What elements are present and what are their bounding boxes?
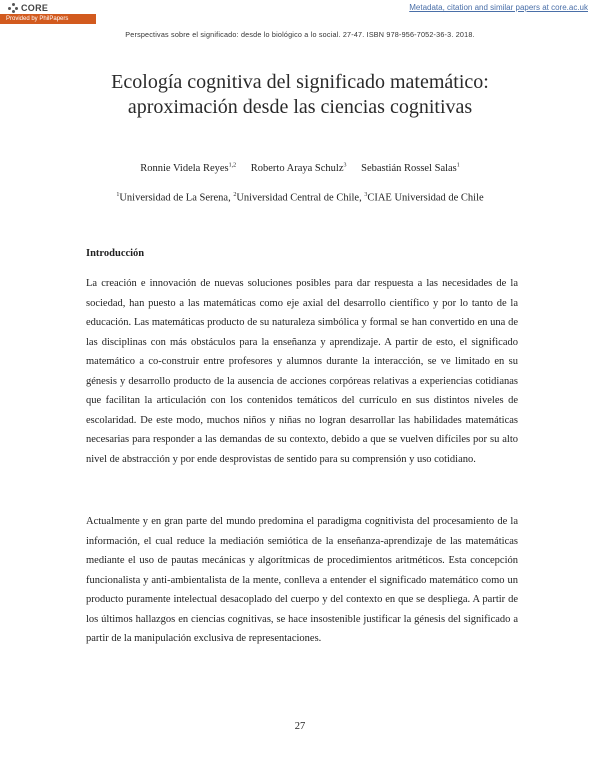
core-banner [0, 0, 600, 24]
affil-mark: 1 [116, 192, 120, 198]
provided-by-badge[interactable]: Provided by PhilPapers [0, 14, 96, 24]
core-logo[interactable] [8, 2, 48, 14]
title-line-1: Ecología cognitiva del significado matemático: [111, 71, 489, 93]
author-affil-mark: 3 [343, 162, 347, 168]
running-head: Perspectivas sobre el significado: desde lo biológico a lo social. 27-47. ISBN 978-956-7052-36-3. 2018. [125, 30, 475, 39]
core-logo-icon [8, 3, 18, 13]
affil-mark: 2 [233, 192, 237, 198]
core-logo-text: CORE [21, 3, 49, 13]
title-line-2: aproximación desde las ciencias cognitivas [127, 96, 473, 118]
affiliation: CIAE Universidad de Chile [367, 192, 484, 204]
author [361, 163, 460, 174]
paper-title [60, 70, 540, 120]
author [140, 163, 236, 174]
author-list [0, 162, 600, 174]
body-paragraph-2: Actualmente y en gran parte del mundo predomina el paradigma cognitivista del procesamiento de la información, el cual reduce la mediación semiótica de la enseñanza-aprendizaje de las matemáticas mediante el uso de pautas mecánicas y algorítmicas de procedimientos aritméticos. Esta concepción funcionalista y anti-ambientalista de la mente, conlleva a entender el significado matemático como un producto puramente intelectual desacoplado del cuerpo y del contexto en que se despliega. A partir de los últimos hallazgos en ciencias cognitivas, se hace insostenible justificar la génesis del significado a partir de la manipulación exclusiva de representaciones. [86, 516, 518, 644]
affil-mark: 3 [364, 192, 368, 198]
section-heading: Introducción [86, 248, 145, 259]
author-name: Sebastián Rossel Salas [361, 162, 457, 174]
author-affil-mark: 1,2 [228, 162, 237, 168]
author-name: Ronnie Videla Reyes [140, 162, 229, 174]
affiliation: Universidad Central de Chile [236, 192, 360, 204]
affiliation-list: $^1$Universidad de La Serena, $^2$Universidad Central de Chile, $^3$CIAE Universidad de Chile [116, 192, 484, 204]
page-number: 27 [294, 721, 306, 732]
body-paragraph-1: La creación e innovación de nuevas soluciones posibles para dar respuesta a las necesidades de la sociedad, han puesto a las matemáticas como eje axial del desarrollo científico y por lo tanto de la educación. Las matemáticas producto de su naturaleza simbólica y formal se han convertido en una de las disciplinas con más obstáculos para la enseñanza y aprendizaje. A partir de esto, el significado matemático a co-construir entre profesores y alumnos durante la interacción, se ve limitado en su génesis y desarrollo producto de la ausencia de acciones corpóreas relativas a experiencias cotidianas que facilitan la articulación con los contenidos temáticos del currículo en sus distintos niveles de escolaridad. De este modo, muchos niños y niñas no logran desarrollar las habilidades matemáticas necesarias para responder a las demandas de su contexto, debido a que se vuelven difíciles por su alto nivel de abstracción y por ende desprovistas de sentido para su comprensión y uso cotidiano. [86, 278, 518, 465]
author-affil-mark: 1 [456, 162, 460, 168]
affiliation: Universidad de La Serena [119, 192, 229, 204]
author [251, 163, 347, 174]
author-name: Roberto Araya Schulz [250, 162, 344, 174]
core-metadata-link[interactable]: Metadata, citation and similar papers at core.ac.uk [409, 3, 588, 12]
